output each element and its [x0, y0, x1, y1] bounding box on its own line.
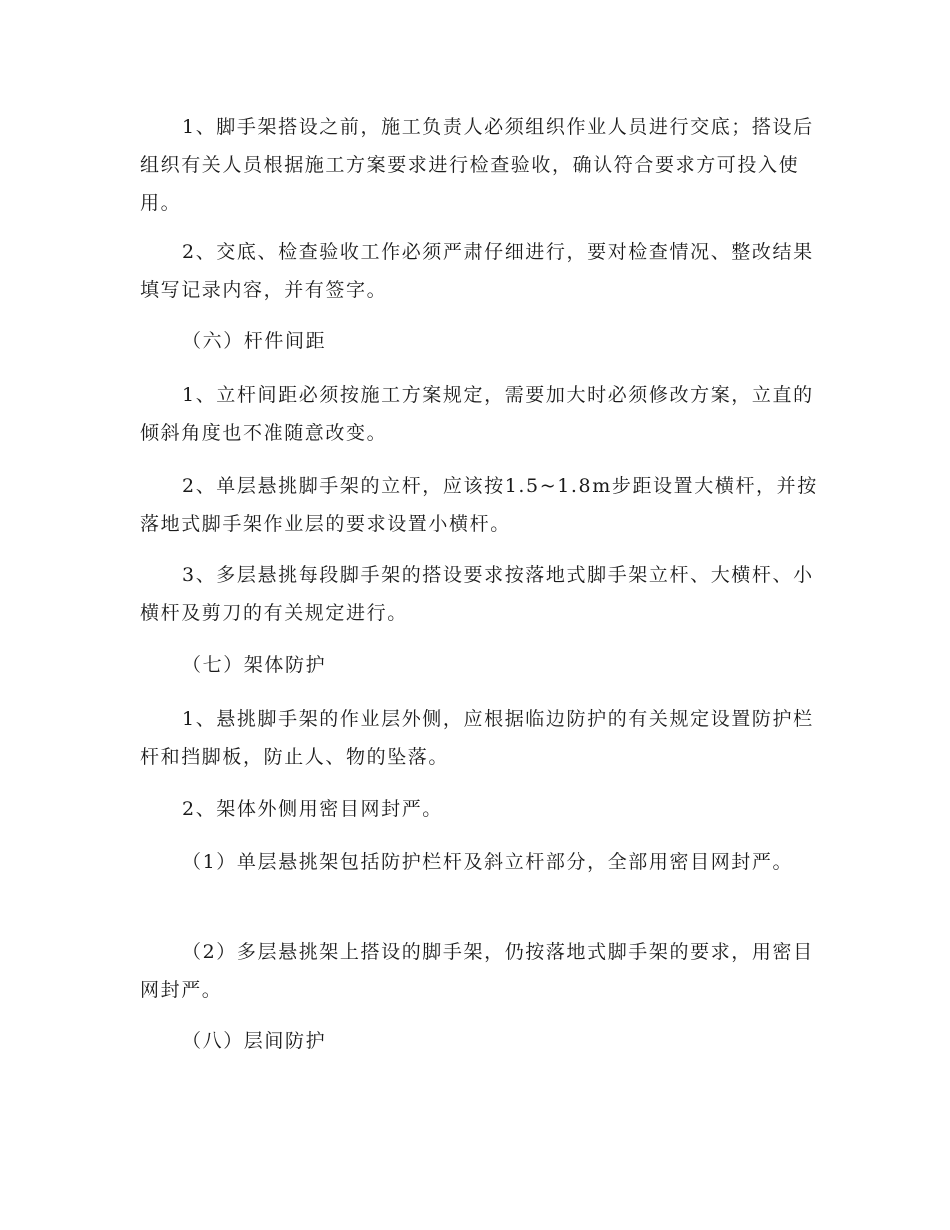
paragraph-pole-spacing-rule: 1、立杆间距必须按施工方案规定，需要加大时必须修改方案，立直的倾斜角度也不准随意改变。 — [140, 384, 814, 444]
section-heading-pole-spacing: （六）杆件间距 — [182, 330, 327, 352]
section-heading-interlayer-protection: （八）层间防护 — [182, 1030, 327, 1052]
paragraph-inspection-records: 2、交底、检查验收工作必须严肃仔细进行，要对检查情况、整改结果填写记录内容，并有签字。 — [140, 241, 814, 301]
paragraph-multi-layer-mesh: （2）多层悬挑架上搭设的脚手架，仍按落地式脚手架的要求，用密目网封严。 — [140, 941, 814, 1001]
paragraph-multi-layer-cantilever: 3、多层悬挑每段脚手架的搭设要求按落地式脚手架立杆、大横杆、小横杆及剪刀的有关规定进行。 — [140, 564, 814, 624]
paragraph-single-layer-cantilever: 2、单层悬挑脚手架的立杆，应该按1.5~1.8m步距设置大横杆，并按落地式脚手架作业层的要求设置小横杆。 — [140, 475, 818, 535]
paragraph-dense-mesh: 2、架体外侧用密目网封严。 — [182, 798, 443, 820]
section-heading-frame-protection: （七）架体防护 — [182, 654, 327, 676]
paragraph-single-layer-mesh: （1）单层悬挑架包括防护栏杆及斜立杆部分，全部用密目网封严。 — [182, 851, 794, 873]
paragraph-scaffold-briefing: 1、脚手架搭设之前，施工负责人必须组织作业人员进行交底；搭设后组织有关人员根据施工方案要求进行检查验收，确认符合要求方可投入使用。 — [140, 116, 814, 214]
paragraph-guardrail-toeboard: 1、悬挑脚手架的作业层外侧，应根据临边防护的有关规定设置防护栏杆和挡脚板，防止人、物的坠落。 — [140, 708, 814, 768]
